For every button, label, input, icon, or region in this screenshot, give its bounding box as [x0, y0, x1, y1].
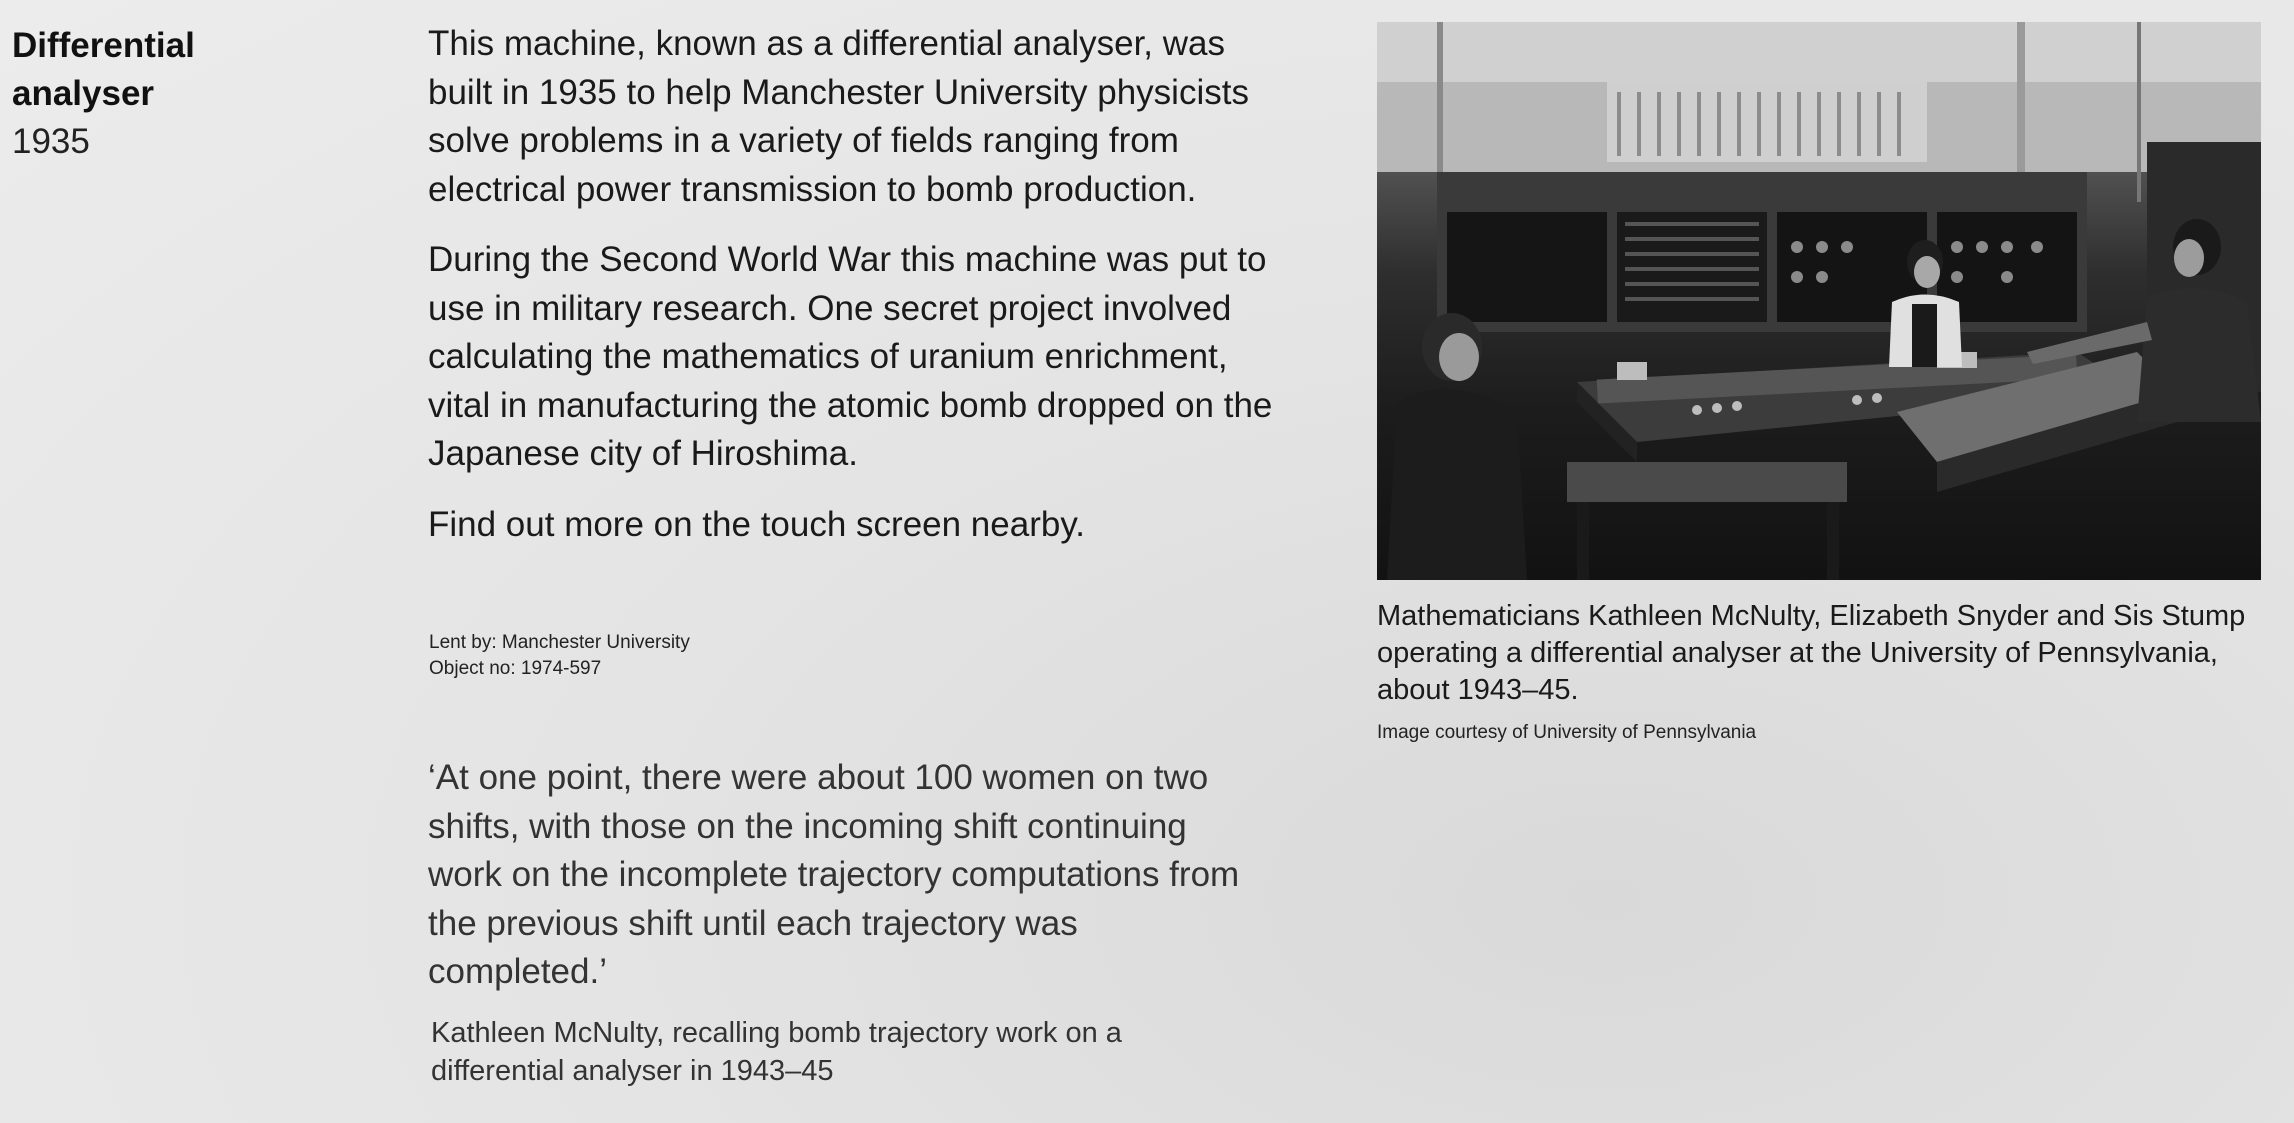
description-paragraph-1: This machine, known as a differential analyser, was built in 1935 to help Manchester University physicists solve problems in a variety of fields ranging from electrical power transmission to bomb production.	[428, 24, 1249, 209]
photo-credit: Image courtesy of University of Pennsylvania	[1377, 722, 1757, 743]
description-paragraph-2: During the Second World War this machine was put to use in military research. One secret project involved calculating the mathematics of uranium enrichment, vital in manufacturing the atomic bomb dropped on the Japanese city of Hiroshima.	[428, 240, 1273, 473]
exhibit-title-block	[12, 22, 352, 166]
object-metadata	[429, 630, 690, 682]
quote-attribution: Kathleen McNulty, recalling bomb trajectory work on a differential analyser in 1943–45	[431, 1017, 1122, 1087]
exhibit-year: 1935	[12, 122, 90, 161]
main-description	[428, 20, 1298, 571]
lent-by-label: Lent by: Manchester University	[429, 632, 690, 653]
photo-illustration	[1377, 22, 2261, 580]
exhibit-title-line-2: analyser	[12, 74, 155, 113]
photo-caption: Mathematicians Kathleen McNulty, Elizabeth Snyder and Sis Stump operating a differential analyser at the University of Pennsylvania, about 1943–45.	[1377, 600, 2246, 706]
exhibit-title-line-1: Differential	[12, 26, 195, 65]
description-paragraph-3: Find out more on the touch screen nearby.	[428, 504, 1085, 544]
historical-photo	[1377, 22, 2261, 580]
object-number-label: Object no: 1974-597	[429, 658, 602, 679]
quote-text: ‘At one point, there were about 100 women on two shifts, with those on the incoming shift continuing work on the incomplete trajectory computations from the previous shift until each trajectory was completed.’	[428, 758, 1240, 991]
